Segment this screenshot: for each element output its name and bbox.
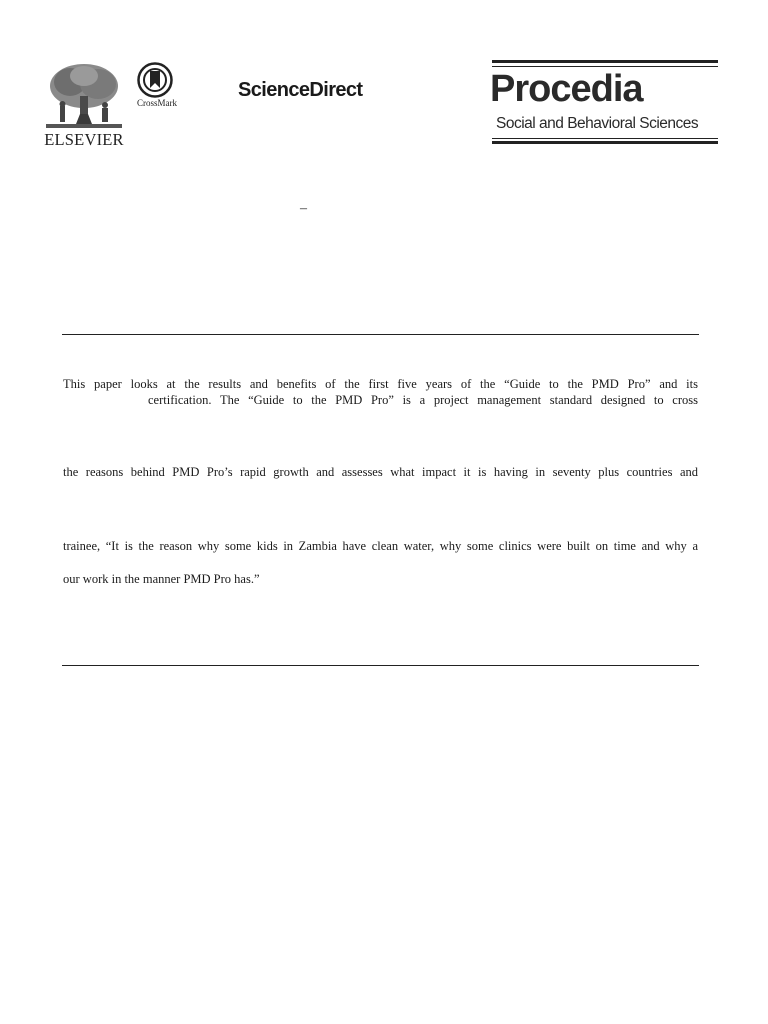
abstract-bottom-divider xyxy=(62,665,699,666)
crossmark-icon xyxy=(137,62,173,98)
abstract-line: the reasons behind PMD Pro’s rapid growth and assesses what impact it is having in seventy plus countries and xyxy=(63,465,698,479)
procedia-rule xyxy=(492,60,718,63)
crossmark-logo[interactable] xyxy=(132,62,180,110)
crossmark-label: CrossMark xyxy=(137,98,177,108)
elsevier-tree-icon xyxy=(46,62,122,128)
procedia-rule xyxy=(492,138,718,139)
abstract-line: This paper looks at the results and benefits of the first five years of the “Guide to the PMD Pro” and its xyxy=(63,377,698,391)
abstract-line: our work in the manner PMD Pro has.” xyxy=(63,572,260,586)
elsevier-wordmark: ELSEVIER xyxy=(44,130,124,149)
procedia-rule xyxy=(492,66,718,67)
procedia-journal-logo xyxy=(490,60,718,146)
abstract-line: trainee, “It is the reason why some kids in Zambia have clean water, why some clinics were built on time and why a xyxy=(63,539,698,553)
title-fragment: – xyxy=(300,201,307,216)
abstract-top-divider xyxy=(62,334,699,335)
sciencedirect-logo[interactable]: ScienceDirect xyxy=(238,79,363,101)
elsevier-logo xyxy=(44,62,124,150)
abstract-line: certification. The “Guide to the PMD Pro” is a project management standard designed to cross xyxy=(148,393,698,407)
journal-title: Procedia xyxy=(490,68,643,110)
journal-subtitle: Social and Behavioral Sciences xyxy=(496,115,699,132)
procedia-rule xyxy=(492,141,718,144)
